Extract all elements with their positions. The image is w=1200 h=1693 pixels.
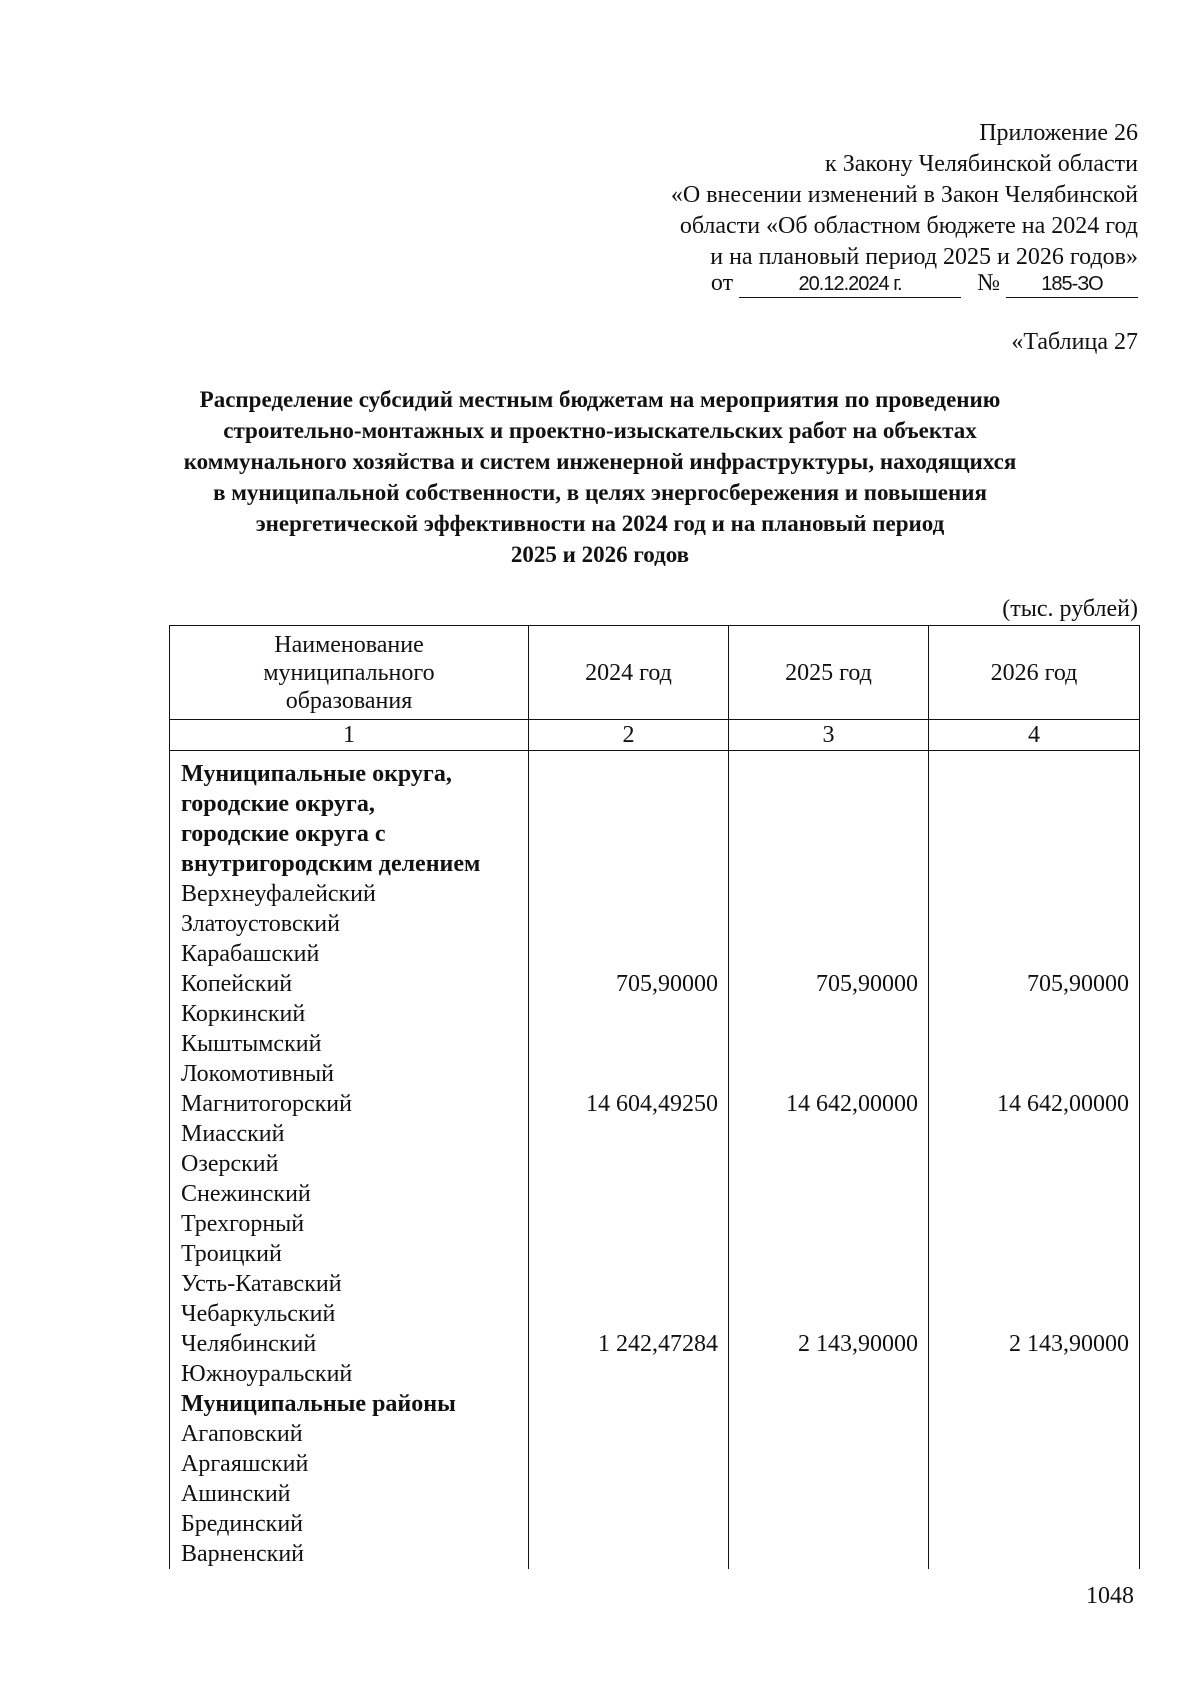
subsidy-value-2026 — [929, 1479, 1129, 1509]
subsidy-value-2024 — [529, 1029, 718, 1059]
subsidy-value-2026 — [929, 1449, 1129, 1479]
group-heading: Муниципальные округа, — [181, 761, 452, 787]
subsidy-value-2025 — [729, 1059, 918, 1089]
values-2025-column — [729, 751, 929, 1570]
law-number: 185-ЗО — [1006, 271, 1138, 298]
column-number: 2 — [529, 720, 729, 751]
header-line-appendix: Приложение 26 — [979, 120, 1138, 146]
subsidy-value-2025 — [729, 1119, 918, 1149]
header-line-law-title-1: «О внесении изменений в Закон Челябинской — [670, 182, 1138, 208]
subsidy-value-2024 — [529, 1299, 718, 1329]
title-line: 2025 и 2026 годов — [510, 542, 690, 567]
municipality-name: Челябинский — [181, 1331, 317, 1357]
subsidy-value-2025 — [729, 1299, 918, 1329]
subsidy-value-2025 — [729, 789, 918, 819]
subsidy-value-2024 — [529, 789, 718, 819]
subsidy-value-2024 — [529, 939, 718, 969]
municipality-name: Карабашский — [181, 941, 320, 967]
subsidy-value-2025 — [729, 939, 918, 969]
units-label: (тыс. рублей) — [1002, 596, 1138, 622]
subsidy-value-2026 — [929, 1419, 1129, 1449]
subsidy-value-2024 — [529, 849, 718, 879]
subsidy-value-2026 — [929, 999, 1129, 1029]
column-number: 1 — [170, 720, 529, 751]
municipality-name: Озерский — [181, 1151, 279, 1177]
subsidy-value-2025 — [729, 1539, 918, 1569]
subsidy-value-2026 — [929, 1119, 1129, 1149]
subsidy-value-2024: 1 242,47284 — [598, 1331, 718, 1357]
document-title — [150, 384, 1050, 570]
subsidy-value-2024 — [529, 1359, 718, 1389]
subsidy-value-2026 — [929, 879, 1129, 909]
document-header — [538, 118, 1138, 273]
from-label: от — [710, 270, 734, 296]
subsidy-value-2024 — [529, 1449, 718, 1479]
subsidy-value-2024 — [529, 1149, 718, 1179]
subsidy-value-2026 — [929, 1029, 1129, 1059]
subsidy-value-2026 — [929, 1359, 1129, 1389]
subsidy-value-2025 — [729, 999, 918, 1029]
number-label: № — [977, 270, 1000, 296]
subsidy-value-2026 — [929, 1179, 1129, 1209]
subsidy-value-2026: 14 642,00000 — [997, 1091, 1129, 1117]
column-header-2026: 2026 год — [929, 626, 1140, 720]
column-header-2024: 2024 год — [529, 626, 729, 720]
subsidy-value-2025 — [729, 1269, 918, 1299]
subsidy-value-2025 — [729, 819, 918, 849]
column-number: 4 — [929, 720, 1140, 751]
subsidy-value-2025 — [729, 1449, 918, 1479]
municipality-name: Аргаяшский — [181, 1451, 309, 1477]
group-heading: городские округа с — [181, 821, 386, 847]
names-list — [181, 759, 528, 1569]
values-2026-list — [929, 759, 1129, 1569]
subsidy-value-2024 — [529, 999, 718, 1029]
subsidy-value-2024 — [529, 1239, 718, 1269]
subsidy-value-2025 — [729, 1359, 918, 1389]
group-heading: внутригородским делением — [181, 851, 481, 877]
subsidy-value-2026 — [929, 1269, 1129, 1299]
column-header-name: Наименование муниципального образования — [170, 626, 529, 720]
law-reference-line — [711, 268, 1138, 299]
municipality-name: Магнитогорский — [181, 1091, 352, 1117]
header-line-law: к Закону Челябинской области — [825, 151, 1138, 177]
municipality-name: Южноуральский — [181, 1361, 353, 1387]
subsidy-value-2026 — [929, 909, 1129, 939]
subsidy-value-2025 — [729, 879, 918, 909]
subsidy-value-2025 — [729, 1509, 918, 1539]
subsidy-value-2026 — [929, 1509, 1129, 1539]
subsidy-value-2024 — [529, 1209, 718, 1239]
header-line-law-title-2: области «Об областном бюджете на 2024 год — [679, 213, 1138, 239]
column-number: 3 — [729, 720, 929, 751]
subsidy-value-2025: 14 642,00000 — [786, 1091, 918, 1117]
subsidy-value-2025 — [729, 1389, 918, 1419]
table-label: «Таблица 27 — [1011, 329, 1138, 355]
title-line: строительно-монтажных и проектно-изыскательских работ на объектах — [223, 418, 977, 443]
values-2026-column — [929, 751, 1140, 1570]
municipality-name: Ашинский — [181, 1481, 291, 1507]
subsidy-value-2025 — [729, 1239, 918, 1269]
subsidy-value-2024: 14 604,49250 — [586, 1091, 718, 1117]
subsidy-value-2024: 705,90000 — [616, 971, 718, 997]
subsidy-value-2025 — [729, 1179, 918, 1209]
municipality-name: Коркинский — [181, 1001, 306, 1027]
subsidy-value-2024 — [529, 1419, 718, 1449]
subsidy-value-2025 — [729, 1029, 918, 1059]
subsidy-value-2026 — [929, 1149, 1129, 1179]
subsidy-value-2025 — [729, 849, 918, 879]
title-line: коммунального хозяйства и систем инженерной инфраструктуры, находящихся — [183, 449, 1017, 474]
municipality-name: Трехгорный — [181, 1211, 305, 1237]
subsidy-value-2025 — [729, 1149, 918, 1179]
page-number: 1048 — [1086, 1583, 1134, 1609]
municipality-name: Чебаркульский — [181, 1301, 336, 1327]
municipality-name: Локомотивный — [181, 1061, 335, 1087]
subsidy-value-2024 — [529, 1539, 718, 1569]
title-line: энергетической эффективности на 2024 год и на плановый период — [255, 511, 945, 536]
subsidy-value-2025 — [729, 1479, 918, 1509]
subsidy-value-2024 — [529, 879, 718, 909]
municipality-name: Златоустовский — [181, 911, 340, 937]
municipality-name: Снежинский — [181, 1181, 311, 1207]
header-line-law-title-3: и на плановый период 2025 и 2026 годов» — [710, 244, 1138, 270]
municipality-name: Варненский — [181, 1541, 304, 1567]
values-2024-column — [529, 751, 729, 1570]
subsidy-value-2026 — [929, 1059, 1129, 1089]
subsidy-value-2024 — [529, 819, 718, 849]
subsidy-value-2026: 705,90000 — [1027, 971, 1129, 997]
subsidy-value-2026 — [929, 1389, 1129, 1419]
subsidy-value-2026 — [929, 1299, 1129, 1329]
names-column — [170, 751, 529, 1570]
subsidy-value-2025 — [729, 759, 918, 789]
subsidy-value-2024 — [529, 1509, 718, 1539]
municipality-name: Кыштымский — [181, 1031, 322, 1057]
subsidy-value-2025 — [729, 1419, 918, 1449]
municipality-name: Усть-Катавский — [181, 1271, 342, 1297]
title-line: в муниципальной собственности, в целях энергосбережения и повышения — [213, 480, 987, 505]
subsidy-value-2026 — [929, 1239, 1129, 1269]
subsidy-value-2024 — [529, 1389, 718, 1419]
subsidy-value-2025: 2 143,90000 — [798, 1331, 918, 1357]
subsidy-value-2026 — [929, 789, 1129, 819]
group-heading: городские округа, — [181, 791, 375, 817]
column-header-2025: 2025 год — [729, 626, 929, 720]
subsidy-value-2024 — [529, 1059, 718, 1089]
subsidy-value-2026 — [929, 849, 1129, 879]
subsidy-value-2025 — [729, 909, 918, 939]
subsidy-value-2024 — [529, 1119, 718, 1149]
municipality-name: Брединский — [181, 1511, 304, 1537]
municipality-name: Троицкий — [181, 1241, 282, 1267]
title-line: Распределение субсидий местным бюджетам на мероприятия по проведению — [199, 387, 1001, 412]
municipality-name: Миасский — [181, 1121, 285, 1147]
municipality-name: Агаповский — [181, 1421, 303, 1447]
law-date: 20.12.2024 г. — [739, 271, 961, 298]
subsidy-value-2024 — [529, 1179, 718, 1209]
subsidy-value-2024 — [529, 1479, 718, 1509]
subsidy-value-2024 — [529, 1269, 718, 1299]
subsidy-value-2026 — [929, 939, 1129, 969]
subsidy-value-2026 — [929, 1209, 1129, 1239]
subsidy-value-2026 — [929, 1539, 1129, 1569]
subsidy-value-2024 — [529, 909, 718, 939]
subsidy-value-2026 — [929, 819, 1129, 849]
subsidy-value-2024 — [529, 759, 718, 789]
group-heading: Муниципальные районы — [181, 1391, 456, 1417]
subsidy-table — [169, 625, 1140, 1569]
subsidy-value-2026 — [929, 759, 1129, 789]
subsidy-value-2025: 705,90000 — [816, 971, 918, 997]
municipality-name: Копейский — [181, 971, 293, 997]
municipality-name: Верхнеуфалейский — [181, 881, 376, 907]
subsidy-value-2025 — [729, 1209, 918, 1239]
subsidy-value-2026: 2 143,90000 — [1009, 1331, 1129, 1357]
values-2025-list — [729, 759, 918, 1569]
values-2024-list — [529, 759, 718, 1569]
